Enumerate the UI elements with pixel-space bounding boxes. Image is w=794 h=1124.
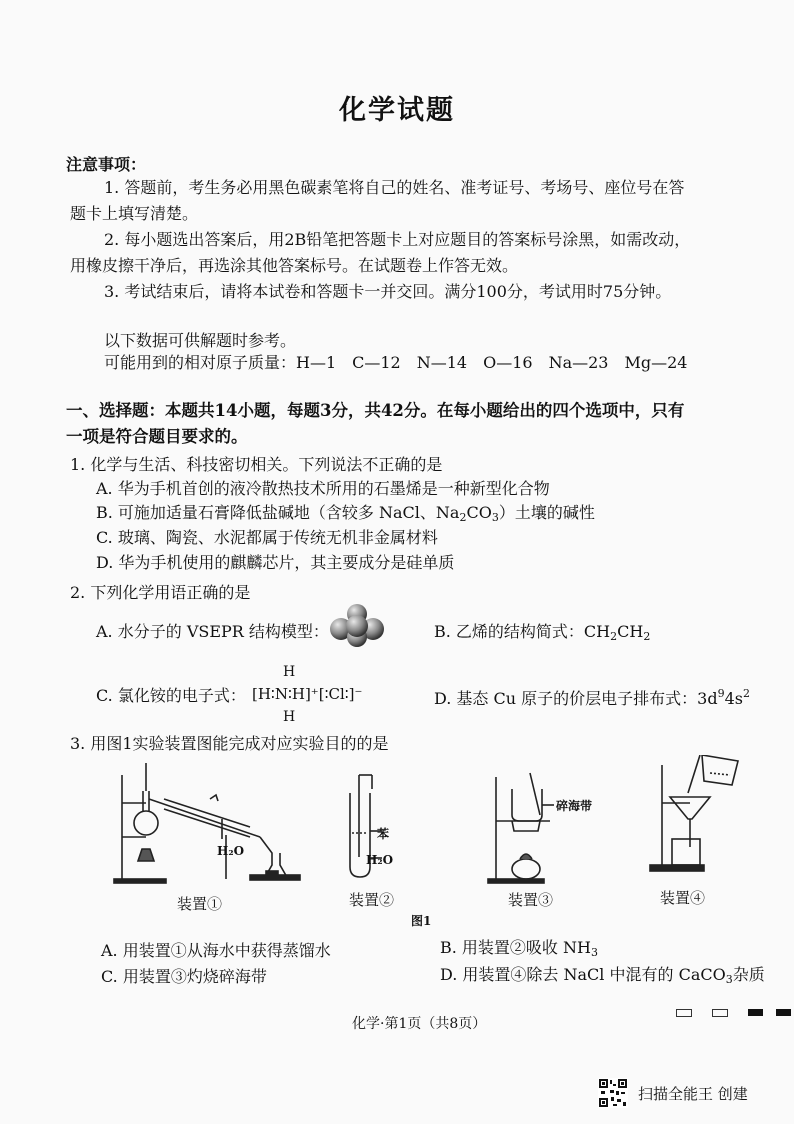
q1-option-b: B. 可施加适量石膏降低盐碱地（含较多 NaCl、$Na_2CO_3$）土壤的碱性 — [96, 503, 595, 524]
qr-code-icon — [598, 1078, 628, 1108]
device-1-caption: 装置① — [177, 895, 223, 913]
electron-formula-bottom-h: H — [283, 709, 296, 725]
q1-option-a: A. 华为手机首创的液冷散热技术所用的石墨烯是一种新型化合物 — [96, 479, 550, 498]
label-h2o-device2: H₂O — [366, 853, 394, 867]
section-heading-line2: 一项是符合题目要求的。 — [66, 427, 248, 446]
label-h2o-device1: H₂O — [217, 844, 245, 858]
q3-option-d: D. 用装置④除去 NaCl 中混有的 CaCO$_3$杂质 — [440, 965, 765, 986]
electron-formula-top-h: H — [283, 664, 296, 680]
answer-marker-filled-2 — [776, 1009, 791, 1016]
device-2-caption: 装置② — [349, 891, 395, 909]
label-benzene: 苯 — [377, 827, 390, 841]
figure-1-apparatus — [110, 755, 750, 885]
q2-option-a: A. 水分子的 VSEPR 结构模型： — [96, 622, 329, 641]
device-3-caption: 装置③ — [508, 891, 554, 909]
q3-option-c: C. 用装置③灼烧碎海带 — [101, 967, 267, 986]
answer-marker-empty-2 — [712, 1009, 728, 1017]
q2-stem: 2. 下列化学用语正确的是 — [70, 583, 251, 602]
scanner-watermark: 扫描全能王 创建 — [638, 1085, 748, 1103]
device-4-filtration — [650, 755, 738, 871]
page-number: 化学·第1页（共8页） — [352, 1016, 487, 1032]
q1-option-d: D. 华为手机使用的麒麟芯片，其主要成分是硅单质 — [96, 553, 455, 572]
ref-data-intro: 以下数据可供解题时参考。 — [104, 331, 297, 350]
water-vsepr-model-image — [328, 603, 386, 649]
q2-option-b: B. 乙烯的结构简式：$CH_2CH_2$ — [434, 622, 651, 643]
notice-item2-line2: 用橡皮擦干净后，再选涂其他答案标号。在试题卷上作答无效。 — [70, 256, 519, 275]
page-title: 化学试题 — [339, 95, 455, 126]
notice-heading: 注意事项： — [66, 155, 147, 174]
q3-option-b: B. 用装置②吸收 $NH_3$ — [440, 938, 598, 959]
section-heading-line1: 一、选择题：本题共14小题，每题3分，共42分。在每小题给出的四个选项中，只有 — [66, 401, 685, 420]
answer-marker-filled-1 — [748, 1009, 763, 1016]
figure-1-title: 图1 — [411, 914, 432, 928]
q1-option-c: C. 玻璃、陶瓷、水泥都属于传统无机非金属材料 — [96, 528, 438, 547]
answer-marker-empty-1 — [676, 1009, 692, 1017]
q2-option-c: C. 氯化铵的电子式： — [96, 686, 246, 705]
q1-stem: 1. 化学与生活、科技密切相关。下列说法不正确的是 — [70, 455, 443, 474]
q2-option-d: D. 基态 Cu 原子的价层电子排布式：$3d^94s^2$ — [434, 687, 750, 708]
notice-item1-line2: 题卡上填写清楚。 — [70, 204, 199, 223]
device-1-distillation — [114, 763, 300, 883]
label-kelp: 碎海带 — [556, 799, 593, 813]
notice-item2-line1: 2. 每小题选出答案后，用2B铅笔把答题卡上对应题目的答案标号涂黑，如需改动， — [104, 230, 691, 249]
device-4-caption: 装置④ — [660, 889, 706, 907]
notice-item1-line1: 1. 答题前，考生务必用黑色碳素笔将自己的姓名、准考证号、考场号、座位号在答 — [104, 178, 685, 197]
q3-stem: 3. 用图1实验装置图能完成对应实验目的的是 — [70, 734, 389, 753]
notice-item3: 3. 考试结束后，请将本试卷和答题卡一并交回。满分100分，考试用时75分钟。 — [104, 282, 672, 301]
atomic-masses: 可能用到的相对原子质量：H—1 C—12 N—14 O—16 Na—23 Mg—24 — [104, 353, 688, 372]
ammonium-chloride-electron-formula: [H∶N∶H]⁺[∶Cl∶]⁻ — [252, 685, 363, 703]
device-3-crucible-heating — [488, 773, 554, 883]
q3-option-a: A. 用装置①从海水中获得蒸馏水 — [101, 941, 331, 960]
